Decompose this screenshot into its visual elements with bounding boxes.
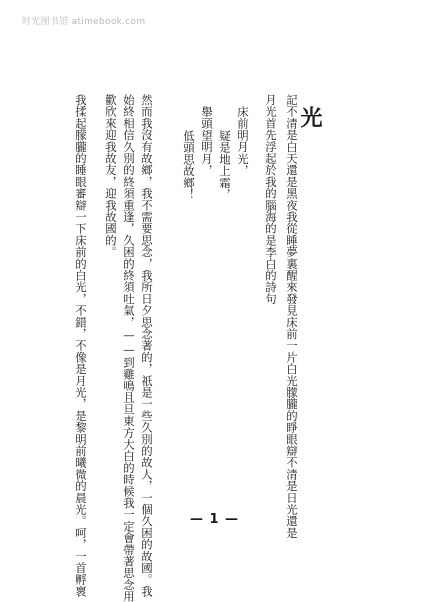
poem-line: 舉頭望明月，: [200, 106, 214, 177]
text-column: 然而我沒有故鄉，我不需要思念，我所日夕思念著的，祇是一些久別的故人，一個久困的故國。我: [140, 94, 154, 598]
text-column: 始終相信久別的終須重逢，久困的終須吐氣，——到雞鳴且旦東方大白的時候我一定會帶著思念用: [122, 94, 136, 602]
poem-line: 床前明月光，: [236, 106, 250, 177]
page-title: 光: [297, 106, 323, 128]
watermark: 时光图书馆 atimebook.com: [22, 17, 146, 27]
text-column: 歡欣來迎我故友，迎我故國的。: [104, 94, 118, 258]
page-number: — 1 —: [189, 512, 240, 527]
text-column: 我揉起朦朧的睡眼審辯一下床前的白光，不錯，不像是月光，是黎明前曦微的晨光。呵，一首孵褱: [74, 94, 88, 598]
text-column: 記不清是白天還是黑夜我從睡夢裏醒來發見床前一片白光朦朧的睜眼辯不清是日光還是: [285, 94, 299, 539]
poem-line: 疑是地上霜，: [218, 130, 232, 201]
poem-line: 低頭思故鄉！: [182, 130, 196, 201]
text-column: 月光首先浮起於我的腦海的是李白的詩句: [264, 94, 278, 305]
